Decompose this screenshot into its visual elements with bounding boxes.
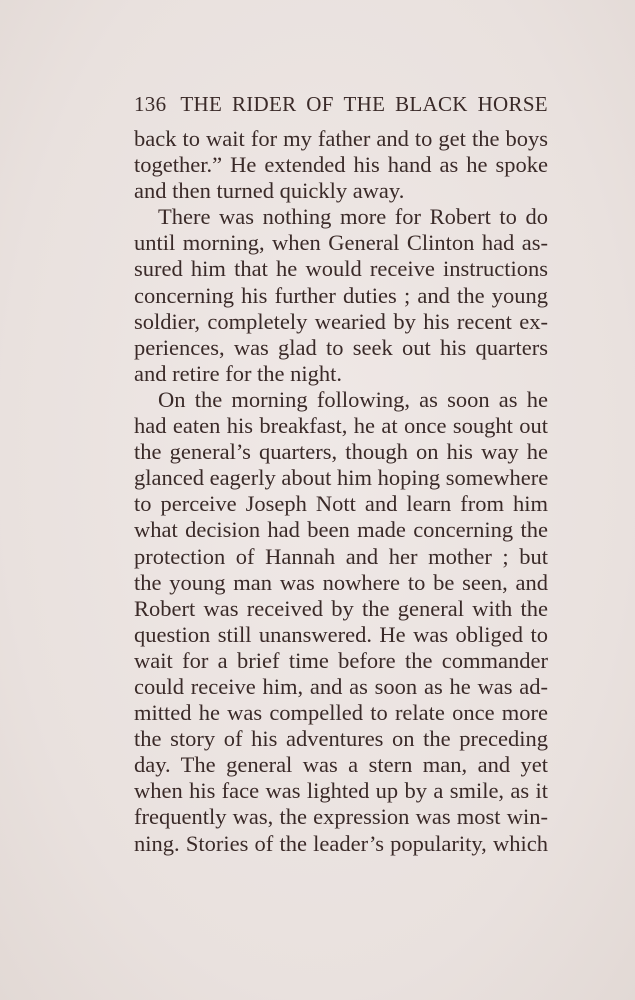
text-line: back to wait for my father and to get the boys [134,126,548,151]
text-line: glanced eagerly about him hoping somewhere [134,465,548,491]
text-line: and retire for the night. [134,360,343,386]
running-title [180,92,548,120]
running-title-word: HORSE [477,92,548,116]
text-line: the young man was nowhere to be seen, and [134,569,548,595]
text-line: the story of his adventures on the preceding [134,726,548,752]
running-title-word: THE [180,92,223,116]
running-head [134,92,548,120]
text-line: question still unanswered. He was obliged to [134,621,548,647]
text-line: the general’s quarters, though on his way he [134,439,548,465]
text-line: On the morning following, as soon as he [158,386,548,412]
text-line: mitted he was compelled to relate once more [134,700,548,726]
text-line: until morning, when General Clinton had as- [134,230,548,256]
text-line: to perceive Joseph Nott and learn from him [134,491,548,517]
text-line: could receive him, and as soon as he was ad- [134,673,548,699]
body-text [134,126,548,857]
text-line: ning. Stories of the leader’s popularity, which [134,830,548,856]
text-line: when his face was lighted up by a smile, as it [134,778,548,804]
text-line: frequently was, the expression was most win- [134,804,548,830]
text-line: what decision had been made concerning the [134,517,548,543]
text-line: sured him that he would receive instructions [134,256,548,282]
text-line: protection of Hannah and her mother ; but [134,543,548,569]
text-line: together.” He extended his hand as he spoke [134,152,548,178]
running-title-word: BLACK [395,92,468,116]
text-line: wait for a brief time before the commander [134,647,548,673]
text-line: and then turned quickly away. [134,178,405,204]
text-line: There was nothing more for Robert to do [158,204,548,230]
text-line: soldier, completely wearied by his recent ex- [134,308,548,334]
running-title-word: THE [343,92,386,116]
running-title-word: RIDER [231,92,297,116]
text-line: Robert was received by the general with the [134,595,548,621]
text-line: had eaten his breakfast, he at once sought out [134,413,548,439]
running-title-word: OF [306,92,334,116]
text-line: concerning his further duties ; and the young [134,282,548,308]
text-line: day. The general was a stern man, and yet [134,752,548,778]
text-line: periences, was glad to seek out his quarters [134,334,548,360]
page-number: 136 [134,92,167,116]
